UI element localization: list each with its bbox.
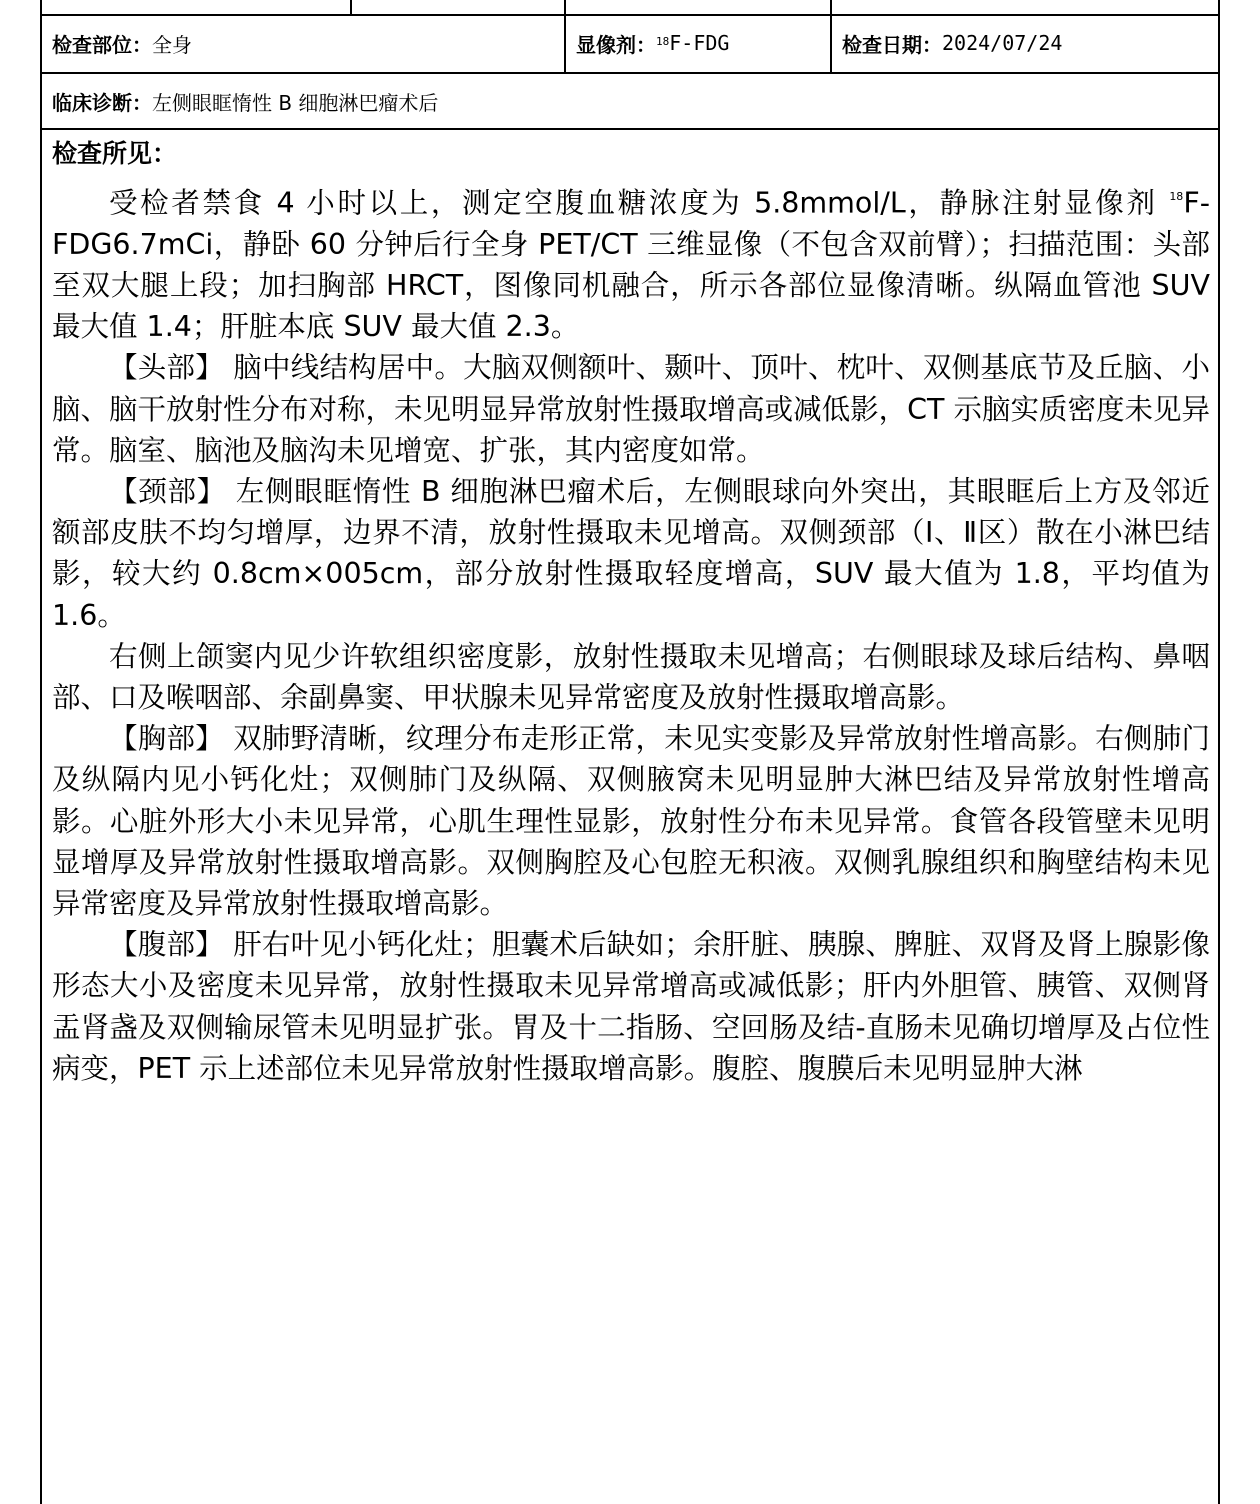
- tracer-value: F-FDG: [669, 31, 730, 55]
- findings-head-paragraph: 【头部】 脑中线结构居中。大脑双侧额叶、颞叶、顶叶、枕叶、双侧基底节及丘脑、小脑、脑干放射性分布对称，未见明显异常放射性摄取增高或减低影，CT 示脑实质密度未见异常。脑室、脑池及脑沟未见增宽、扩张，其内密度如常。: [52, 351, 1210, 467]
- findings-sinus-paragraph: 右侧上颌窦内见少许软组织密度影，放射性摄取未见增高；右侧眼球及球后结构、鼻咽部、口及喉咽部、余副鼻窦、甲状腺未见异常密度及放射性摄取增高影。: [52, 639, 1210, 714]
- report-sheet: [40, 0, 1220, 1504]
- findings-neck-paragraph: 【颈部】 左侧眼眶惰性 B 细胞淋巴瘤术后，左侧眼球向外突出，其眼眶后上方及邻近额部皮肤不均匀增厚，边界不清，放射性摄取未见增高。双侧颈部（Ⅰ、Ⅱ区）散在小淋巴结影，较大约 0.8cm×005cm，部分放射性摄取轻度增高，SUV 最大值为 1.8，平均值为 1.6。: [52, 474, 1210, 632]
- findings-section: [42, 130, 1218, 1089]
- exam-site-value: 全身: [152, 32, 192, 57]
- exam-site-label: 检查部位：: [52, 32, 152, 57]
- exam-date-cell: [830, 14, 1218, 72]
- findings-chest-paragraph: 【胸部】 双肺野清晰，纹理分布走形正常，未见实变影及异常放射性增高影。右侧肺门及纵隔内见小钙化灶；双侧肺门及纵隔、双侧腋窝未见明显肿大淋巴结及异常放射性增高影。心脏外形大小未见异常，心肌生理性显影，放射性分布未见异常。食管各段管壁未见明显增厚及异常放射性摄取增高影。双侧胸腔及心包腔无积液。双侧乳腺组织和胸壁结构未见异常密度及异常放射性摄取增高影。: [52, 722, 1210, 920]
- intro-isotope-mass: 18: [1169, 190, 1184, 203]
- findings-abdomen-paragraph: 【腹部】 肝右叶见小钙化灶；胆囊术后缺如；余肝脏、胰腺、脾脏、双肾及肾上腺影像形态大小及密度未见异常，放射性摄取未见异常增高或减低影；肝内外胆管、胰管、双侧肾盂肾盏及双侧输尿管未见明显扩张。胃及十二指肠、空回肠及结-直肠未见确切增厚及占位性病变，PET 示上述部位未见异常放射性摄取增高影。腹腔、腹膜后未见明显肿大淋: [52, 928, 1210, 1085]
- tracer-cell: [564, 14, 830, 72]
- diagnosis-row: [42, 74, 1218, 130]
- exam-date-value: 2024/07/24: [942, 31, 1063, 55]
- findings-intro-paragraph: [52, 178, 1210, 347]
- intro-text-before: 受检者禁食 4 小时以上，测定空腹血糖浓度为 5.8mmol/L，静脉注射显像剂: [109, 186, 1170, 220]
- intro-text-after: F-FDG6.7mCi，静卧 60 分钟后行全身 PET/CT 三维显像（不包含双前臂）；扫描范围：头部至双大腿上段；加扫胸部 HRCT，图像同机融合，所示各部位显像清晰。纵隔血管池 SUV 最大值 1.4；肝脏本底 SUV 最大值 2.3。: [52, 186, 1210, 344]
- tracer-label: 显像剂：: [576, 32, 656, 57]
- exam-info-row: [42, 14, 1218, 74]
- diagnosis-cell: [42, 74, 1218, 128]
- exam-date-label: 检查日期：: [842, 32, 942, 57]
- tracer-isotope-mass: 18: [656, 34, 670, 48]
- diagnosis-value: 左侧眼眶惰性 B 细胞淋巴瘤术后: [152, 90, 439, 115]
- findings-title: 检查所见：: [52, 139, 178, 168]
- diagnosis-label: 临床诊断：: [52, 90, 152, 115]
- exam-site-cell: [42, 14, 564, 72]
